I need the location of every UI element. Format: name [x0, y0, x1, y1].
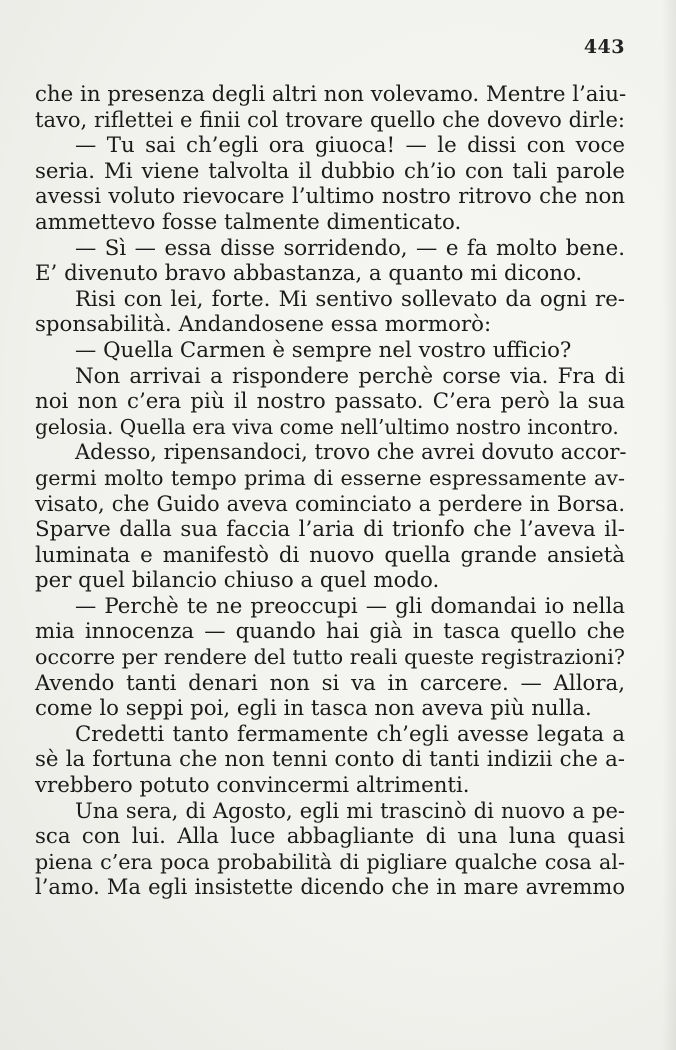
text-line: l’amo. Ma egli insistette dicendo che in mare avremmo	[35, 875, 625, 900]
page-number: 443	[583, 36, 625, 58]
text-line: avessi voluto rievocare l’ultimo nostro ritrovo che non	[35, 184, 625, 210]
text-line: Avendo tanti denari non si va in carcere. — Allora,	[35, 670, 625, 696]
text-line: germi molto tempo prima di esserne espressamente av-	[35, 465, 625, 490]
text-line: — Perchè te ne preoccupi — gli domandai io nella	[75, 593, 625, 619]
text-line: Risi con lei, forte. Mi sentivo sollevato da ogni re-	[75, 286, 625, 312]
text-line: visato, che Guido aveva cominciato a perdere in Borsa.	[35, 491, 625, 516]
text-line: che in presenza degli altri non volevamo. Mentre l’aiu-	[35, 82, 627, 107]
text-line: ammettevo fosse talmente dimenticato.	[35, 209, 462, 235]
text-line: Adesso, ripensandoci, trovo che avrei dovuto accor-	[75, 440, 627, 465]
text-line: mia innocenza — quando hai già in tasca quello che	[35, 619, 625, 645]
text-line: come lo seppi poi, egli in tasca non aveva più nulla.	[35, 696, 592, 722]
text-line: gelosia. Quella era viva come nell’ultimo nostro incontro.	[35, 414, 619, 439]
text-line: Sparve dalla sua faccia l’aria di trionfo che l’aveva il-	[35, 517, 625, 543]
text-line: sca con lui. Alla luce abbagliante di una luna quasi	[35, 824, 625, 850]
text-line: noi non c’era più il nostro passato. C’era però la sua	[35, 389, 625, 415]
text-line: — Tu sai ch’egli ora giuoca! — le dissi con voce	[75, 133, 625, 159]
text-line: per quel bilancio chiuso a quel modo.	[35, 568, 440, 594]
text-line: occorre per rendere del tutto reali queste registrazioni?	[35, 645, 625, 670]
text-line: — Quella Carmen è sempre nel vostro ufficio?	[75, 337, 572, 363]
text-line: seria. Mi viene talvolta il dubbio ch’io con tali parole	[35, 158, 625, 184]
text-line: Non arrivai a rispondere perchè corse via. Fra di	[75, 363, 625, 389]
page-edge-shadow	[662, 0, 676, 1050]
text-line: — Sì — essa disse sorridendo, — e fa molto bene.	[75, 235, 625, 261]
text-line: Credetti tanto fermamente ch’egli avesse legata a	[75, 721, 625, 747]
text-line: tavo, riflettei e finii col trovare quello che dovevo dirle:	[35, 107, 625, 132]
text-line: luminata e manifestò di nuovo quella grande ansietà	[35, 542, 625, 568]
body-text	[35, 82, 625, 901]
text-line: sè la fortuna che non tenni conto di tanti indizii che a-	[35, 747, 625, 773]
text-line: E’ divenuto bravo abbastanza, a quanto mi dicono.	[35, 261, 583, 287]
text-line: sponsabilità. Andandosene essa mormorò:	[35, 312, 492, 338]
text-line: Una sera, di Agosto, egli mi trascinò di nuovo a pe-	[75, 798, 625, 823]
text-line: vrebbero potuto convincermi altrimenti.	[35, 773, 470, 799]
text-line: piena c’era poca probabilità di pigliare qualche cosa al-	[35, 849, 625, 874]
